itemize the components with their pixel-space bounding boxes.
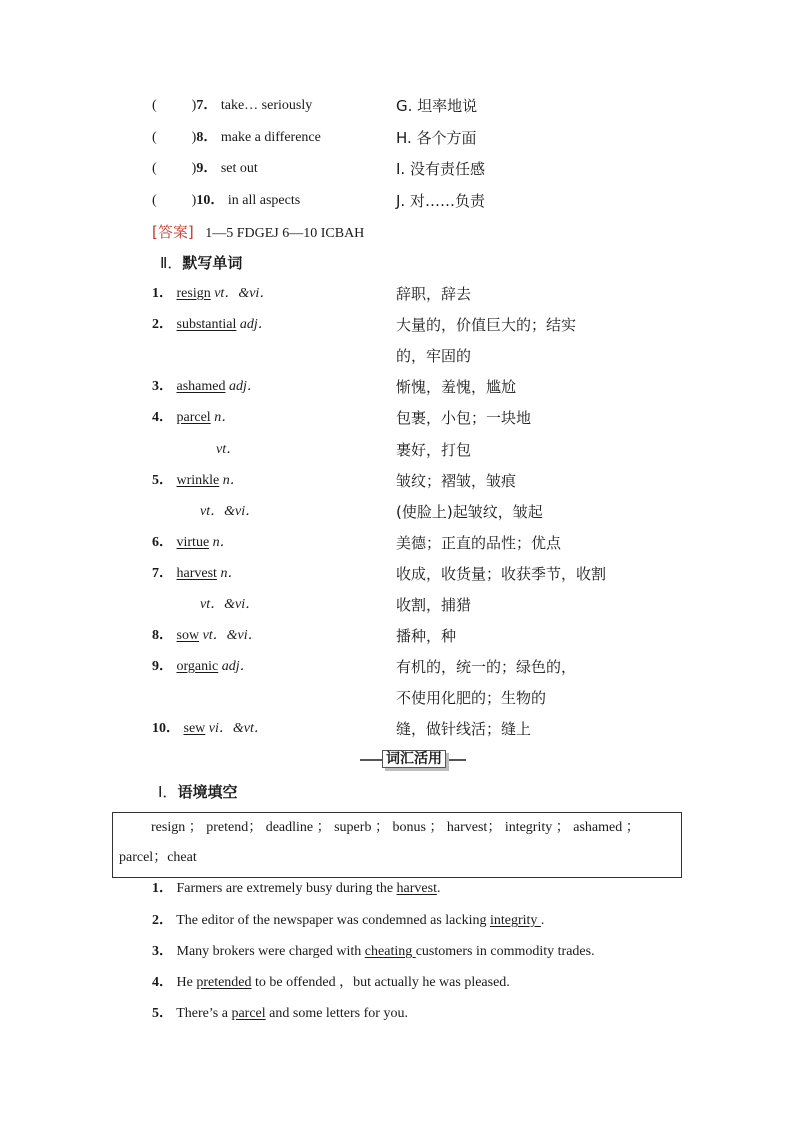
- vocab-word: wrinkle: [176, 473, 220, 488]
- vocab-number: 8．: [152, 628, 173, 643]
- sentence-text: The editor of the newspaper was condemned as lacking: [176, 913, 490, 928]
- vocab-pos: vt．&vi．: [202, 628, 262, 643]
- item-number: 10．: [196, 193, 225, 208]
- vocab-row: [152, 408, 235, 428]
- banner-rule-right: [446, 759, 466, 761]
- sentence-row: [152, 1004, 408, 1024]
- vocab-pos: adj．: [228, 379, 261, 394]
- vocab-pos: vt．&vi．: [200, 504, 260, 519]
- match-option: J. 对……负责: [396, 192, 485, 210]
- sentence-number: 1．: [152, 881, 173, 896]
- vocab-row: [152, 471, 244, 491]
- vocab-meaning-continued: 的，牢固的: [396, 347, 472, 365]
- match-option: G. 坦率地说: [396, 97, 478, 115]
- sentence-answer: cheating: [364, 944, 416, 959]
- phrase: set out: [220, 161, 258, 176]
- vocab-word: parcel: [176, 410, 211, 425]
- vocab-number: 3．: [152, 379, 173, 394]
- vocab-pos: adj．: [239, 317, 272, 332]
- paren-open: (: [152, 98, 157, 113]
- vocab-meaning: 裹好，打包: [396, 441, 472, 459]
- matching-row: [152, 191, 300, 211]
- matching-row: [152, 128, 321, 148]
- vocab-number: 4．: [152, 410, 173, 425]
- paren-open: (: [152, 161, 157, 176]
- vocab-word: sow: [176, 628, 200, 643]
- vocab-pos: n．: [222, 473, 244, 488]
- sentence-answer: integrity: [489, 913, 541, 928]
- vocab-row: [152, 315, 272, 335]
- vocab-meaning: 缝，做针线活；缝上: [396, 720, 532, 738]
- item-number: 9．: [196, 161, 218, 176]
- vocab-pos: n．: [212, 535, 234, 550]
- vocab-pos: vt．&vi．: [200, 597, 260, 612]
- word-bank-line: parcel；cheat: [119, 850, 197, 865]
- paren-open: (: [152, 130, 157, 145]
- vocab-meaning: 有机的，统一的；绿色的，: [396, 658, 577, 676]
- answer-line: [152, 222, 364, 244]
- vocab-word: resign: [176, 286, 211, 301]
- vocab-number: 2．: [152, 317, 173, 332]
- sentence-text: customers in commodity trades.: [415, 944, 595, 959]
- vocab-meaning: 皱纹；褶皱，皱痕: [396, 472, 517, 490]
- vocab-meaning: 收成，收货量；收获季节，收割: [396, 565, 607, 583]
- sentence-text: He: [176, 975, 197, 990]
- vocab-row: [152, 284, 273, 304]
- vocab-word: substantial: [176, 317, 237, 332]
- vocab-row: [152, 657, 254, 677]
- phrase: make a difference: [220, 130, 321, 145]
- vocab-meaning: 大量的，价值巨大的；结实: [396, 316, 577, 334]
- sentence-number: 4．: [152, 975, 173, 990]
- vocab-meaning: 播种，种: [396, 627, 457, 645]
- match-option: H. 各个方面: [396, 129, 477, 147]
- sentence-row: [152, 879, 440, 899]
- sentence-answer: pretended: [196, 975, 252, 990]
- vocab-meaning: 美德；正直的品性；优点: [396, 534, 562, 552]
- matching-row: [152, 96, 312, 116]
- sentence-text: Farmers are extremely busy during the: [176, 881, 397, 896]
- section-heading: [158, 782, 237, 802]
- item-number: 8．: [196, 130, 218, 145]
- vocab-row: [152, 719, 268, 739]
- match-option: I. 没有责任感: [396, 160, 485, 178]
- sentence-number: 2．: [152, 913, 173, 928]
- section-number: Ⅰ．: [158, 783, 178, 801]
- vocab-pos: vi．&vt．: [208, 721, 268, 736]
- banner-rule-left: [360, 759, 382, 761]
- matching-row: [152, 159, 258, 179]
- item-number: 7．: [196, 98, 218, 113]
- vocab-pos: n．: [220, 566, 242, 581]
- vocab-meaning: 惭愧，羞愧，尴尬: [396, 378, 517, 396]
- vocab-meaning: (使脸上)起皱纹，皱起: [396, 503, 543, 521]
- vocab-word: harvest: [176, 566, 217, 581]
- paren-close: ): [191, 130, 197, 145]
- vocab-number: 10．: [152, 721, 180, 736]
- vocab-word: ashamed: [176, 379, 226, 394]
- vocab-meaning: 收割，捕猎: [396, 596, 472, 614]
- vocab-pos: adj．: [221, 659, 254, 674]
- section-title: 语境填空: [177, 783, 238, 801]
- paren-close: ): [191, 161, 197, 176]
- sentence-text: .: [436, 881, 441, 896]
- vocab-word: virtue: [176, 535, 210, 550]
- banner-title: 词汇活用: [382, 750, 446, 768]
- vocab-word: sew: [183, 721, 206, 736]
- word-bank-box: [112, 812, 682, 878]
- sentence-answer: parcel: [231, 1006, 266, 1021]
- vocab-number: 7．: [152, 566, 173, 581]
- vocab-number: 9．: [152, 659, 173, 674]
- sentence-text: and some letters for you.: [265, 1006, 408, 1021]
- sentence-text: to be offended ，but actually he was pleased.: [251, 975, 510, 990]
- paren-open: (: [152, 193, 157, 208]
- vocab-pos: n．: [214, 410, 236, 425]
- word-bank-line: resign ； pretend； deadline ； superb ； bonus ； harvest； integrity ； ashamed ；: [151, 820, 640, 835]
- vocab-row: [152, 626, 262, 646]
- sentence-row: [152, 911, 544, 931]
- vocab-number: 6．: [152, 535, 173, 550]
- sentence-text: There’s a: [176, 1006, 232, 1021]
- vocab-pos: vt．: [216, 442, 241, 457]
- sentence-row: [152, 973, 510, 993]
- vocab-meaning: 辞职，辞去: [396, 285, 472, 303]
- section-title: 默写单词: [182, 254, 243, 272]
- answer-text: 1—5 FDGEJ 6—10 ICBAH: [205, 226, 365, 241]
- section-heading: [160, 253, 242, 273]
- vocab-number: 5．: [152, 473, 173, 488]
- sentence-number: 5．: [152, 1006, 173, 1021]
- vocab-row: [152, 533, 234, 553]
- phrase: take… seriously: [220, 98, 313, 113]
- vocab-meaning: 包裹，小包；一块地: [396, 409, 532, 427]
- vocab-pos: vt．&vi．: [214, 286, 274, 301]
- section-banner: [360, 750, 466, 770]
- phrase: in all aspects: [227, 193, 301, 208]
- vocab-word: organic: [176, 659, 219, 674]
- vocab-number: 1．: [152, 286, 173, 301]
- sentence-row: [152, 942, 595, 962]
- paren-close: ): [191, 193, 197, 208]
- section-number: Ⅱ．: [160, 254, 183, 272]
- answer-label: [答案]: [152, 223, 194, 241]
- sentence-text: .: [540, 913, 545, 928]
- sentence-answer: harvest: [396, 881, 437, 896]
- vocab-meaning-continued: 不使用化肥的；生物的: [396, 689, 547, 707]
- sentence-number: 3．: [152, 944, 173, 959]
- sentence-text: Many brokers were charged with: [176, 944, 365, 959]
- vocab-row: [152, 564, 241, 584]
- vocab-row: [152, 377, 261, 397]
- paren-close: ): [191, 98, 197, 113]
